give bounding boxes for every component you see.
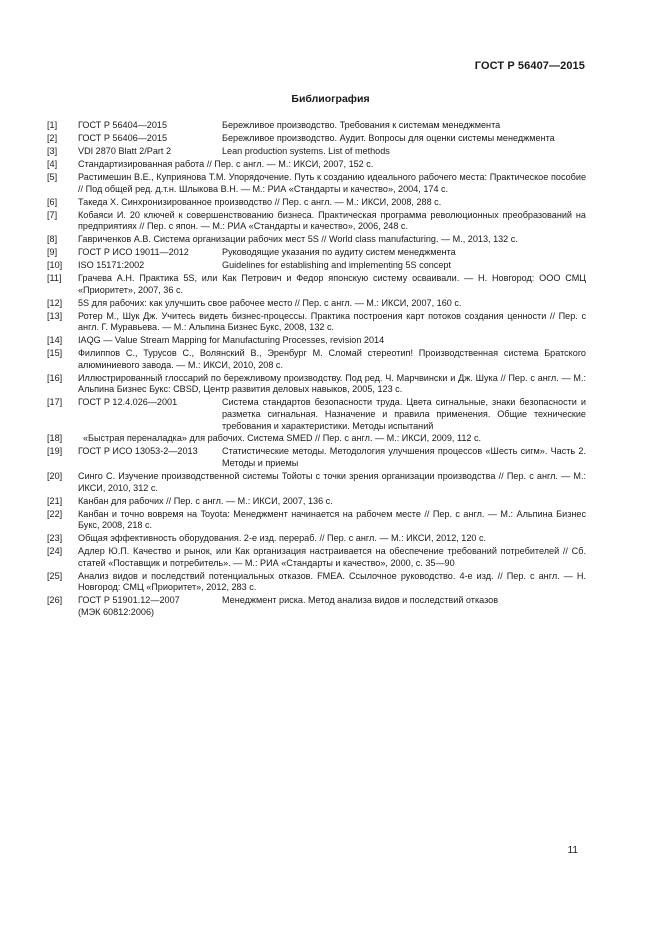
ref-code: ГОСТ Р 51901.12—2007 (78, 595, 180, 606)
bibliography-item (47, 133, 586, 145)
ref-number: [1] (47, 120, 58, 130)
bibliography-item (47, 298, 586, 310)
ref-code: ГОСТ Р 12.4.026—2001 (78, 397, 178, 408)
bibliography-item (47, 159, 586, 171)
bibliography-item (47, 496, 586, 508)
bibliography-list (47, 120, 586, 620)
bibliography-item (47, 373, 586, 396)
bibliography-item (47, 260, 586, 272)
ref-text: Гавриченков А.В. Система организации рабочих мест 5S // World class manufacturing. — М., 2013, 132 с. (78, 234, 518, 245)
ref-number: [10] (47, 260, 63, 271)
ref-code: VDI 2870 Blatt 2/Part 2 (78, 145, 172, 156)
ref-note: (МЭК 60812:2006) (78, 606, 155, 617)
ref-text: Анализ видов и последствий потенциальных отказов. FMEA. Ссылочное руководство. 4-е изд. // Пер. с англ. — Н. Новгород: СМЦ «Приоритет», 2012, 283 с. (78, 570, 586, 593)
ref-number: [15] (47, 348, 63, 359)
page-number: 11 (567, 845, 578, 856)
ref-text: Бережливое производство. Аудит. Вопросы для оценки системы менеджмента (222, 132, 555, 143)
ref-number: [16] (47, 372, 63, 383)
bibliography-item (47, 533, 586, 545)
bibliography-item (47, 273, 586, 296)
ref-number: [8] (47, 234, 58, 245)
ref-text: Адлер Ю.П. Качество и рынок, или Как организация настраивается на обеспечение требований потребителей // Сб. статей «Поставщик и потребитель». — М.: РИА «Стандарты и качество», 2000, с. 35—90 (78, 546, 586, 568)
bibliography-item (47, 571, 586, 594)
ref-number: [23] (47, 533, 63, 544)
ref-text: Стандартизированная работа // Пер. с англ. — М.: ИКСИ, 2007, 152 с. (78, 158, 374, 169)
bibliography-item (47, 546, 586, 569)
bibliography-item (47, 234, 586, 246)
ref-code: ГОСТ Р ИСО 13053-2—2013 (78, 446, 198, 457)
ref-number: [25] (47, 570, 63, 581)
ref-text: Синго С. Изучение производственной системы Тойоты с точки зрения организации производства // Пер. с англ. — М.: ИКСИ, 2010, 312 с. (78, 471, 586, 493)
bibliography-item (47, 311, 586, 334)
ref-text: 5S для рабочих: как улучшить свое рабочее место // Пер. с англ. — М.: ИКСИ, 2007, 160 с. (78, 297, 462, 308)
ref-text: Lean production systems. List of methods (222, 145, 390, 156)
bibliography-item (47, 348, 586, 371)
ref-text: Бережливое производство. Требования к системам менеджмента (222, 120, 501, 130)
ref-number: [7] (47, 209, 58, 220)
ref-number: [24] (47, 546, 63, 557)
ref-number: [14] (47, 335, 63, 346)
bibliography-item (47, 397, 586, 432)
bibliography-item (47, 509, 586, 532)
ref-text: Канбан и точно вовремя на Toyota: Менеджмент начинается на рабочем месте // Пер. с англ. — М.: Альпина Бизнес Букс, 2008, 218 с. (78, 508, 586, 531)
bibliography-item (47, 595, 586, 618)
ref-text: «Быстрая переналадка» для рабочих. Система SMED // Пер. с англ. — М.: ИКСИ, 2009, 112 с. (83, 433, 482, 444)
ref-number: [4] (47, 158, 58, 169)
ref-number: [5] (47, 171, 58, 182)
bibliography-item (47, 335, 586, 347)
ref-text: Менеджмент риска. Метод анализа видов и последствий отказов (222, 595, 499, 606)
ref-text: Иллюстрированный глоссарий по бережливому производству. Под ред. Ч. Марчвински и Дж. Шука // Пер. с англ. — М.: Альпина Бизнес Букс: CBSD, Центр развития деловых навыков, 2005, 123 с. (78, 372, 586, 395)
ref-number: [19] (47, 446, 63, 457)
bibliography-item (47, 146, 586, 158)
ref-text: Статистические методы. Методология улучшения процессов «Шесть сигм». Часть 2. Методы и приемы (222, 446, 586, 469)
ref-text: Ротер М., Шук Дж. Учитесь видеть бизнес-процессы. Практика построения карт потоков создания ценности // Пер. с англ. Г. Муравьева. — М.: Альпина Бизнес Букс, 2008, 132 с. (78, 310, 586, 333)
ref-number: [12] (47, 297, 63, 308)
ref-number: [3] (47, 145, 58, 156)
ref-number: [22] (47, 508, 63, 519)
ref-code: ГОСТ Р 56404—2015 (78, 120, 168, 130)
bibliography-item (47, 197, 586, 209)
standard-designation: ГОСТ Р 56407—2015 (474, 60, 585, 72)
bibliography-item (47, 172, 586, 195)
ref-number: [11] (47, 273, 62, 284)
ref-text: Руководящие указания по аудиту систем менеджмента (222, 247, 456, 258)
ref-text: Канбан для рабочих // Пер. с англ. — М.: ИКСИ, 2007, 136 с. (78, 495, 333, 506)
ref-number: [2] (47, 132, 58, 143)
ref-text: Такеда Х. Синхронизированное производство // Пер. с англ. — М.: ИКСИ, 2008, 288 с. (78, 196, 442, 207)
bibliography-item (47, 120, 586, 132)
ref-number: [13] (47, 310, 63, 321)
ref-text: Общая эффективность оборудования. 2-е изд. перераб. // Пер. с англ. — М.: ИКСИ, 2012, 120 с. (78, 533, 487, 544)
ref-code: ГОСТ Р ИСО 19011—2012 (78, 247, 189, 258)
ref-number: [20] (47, 471, 63, 482)
bibliography-item (47, 247, 586, 259)
ref-number: [21] (47, 495, 63, 506)
ref-text: IAQG — Value Stream Mapping for Manufacturing Processes, revision 2014 (78, 335, 385, 346)
ref-number: [18] (47, 433, 63, 444)
bibliography-item (47, 433, 586, 445)
bibliography-item (47, 471, 586, 494)
bibliography-item (47, 446, 586, 469)
ref-code: ISO 15171:2002 (78, 260, 145, 271)
ref-number: [17] (47, 397, 63, 408)
ref-text: Грачева А.Н. Практика 5S, или Как Петрович и Федор японскую систему осваивали. — Н. Новгород: ООО СМЦ «Приоритет», 2007, 36 с. (78, 273, 586, 295)
ref-number: [6] (47, 196, 58, 207)
ref-text: Система стандартов безопасности труда. Цвета сигнальные, знаки безопасности и разметка сигнальная. Назначение и правила применения. Общие технические требования и характеристики. Методы испытаний (222, 397, 586, 431)
ref-text: Кобаяси И. 20 ключей к совершенствованию бизнеса. Практическая программа революционных преобразований на предприятиях // Пер. с япон. — М.: РИА «Стандарты и качество», 2006, 248 с. (78, 209, 586, 232)
ref-number: [9] (47, 247, 58, 258)
bibliography-item (47, 210, 586, 233)
ref-number: [26] (47, 595, 63, 606)
ref-text: Guidelines for establishing and implementing 5S concept (222, 260, 451, 271)
ref-text: Растимешин В.Е., Куприянова Т.М. Упорядочение. Путь к созданию идеального рабочего места: Практическое пособие // Под общей ред. д.т.н. Шлыкова В.Н. — М.: РИА «Стандарты и качество», 2004, 174 с. (78, 171, 586, 194)
page-title: Библиография (291, 93, 370, 105)
ref-code: ГОСТ Р 56406—2015 (78, 132, 168, 143)
ref-text: Филиппов С., Турусов С., Волянский В., Эренбург М. Сломай стереотип! Производственная система Братского алюминиевого завода. — М.: ИКСИ, 2010, 208 с. (78, 348, 586, 370)
